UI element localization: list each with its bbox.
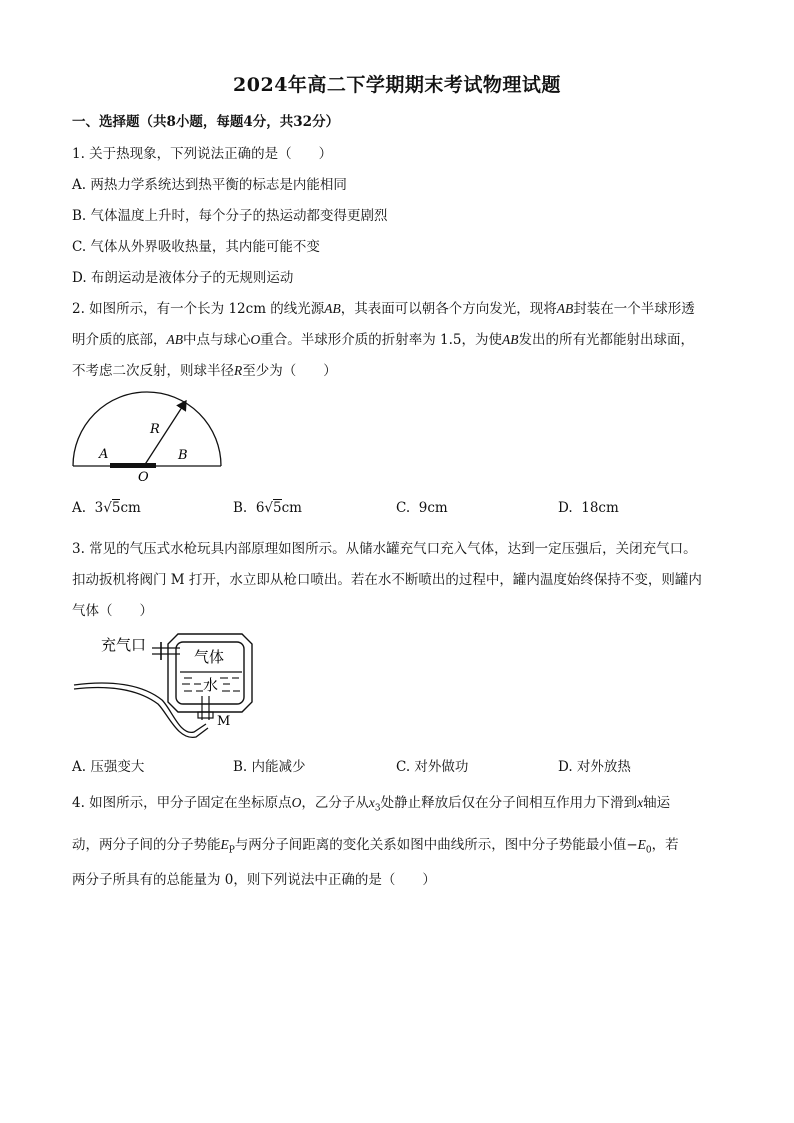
q2-text: ，其表面可以朝各个方向发光，现将 bbox=[340, 301, 557, 317]
q2-text: 中点与球心 bbox=[183, 332, 251, 348]
q1-option-b[interactable]: B. 气体温度上升时，每个分子的热运动都变得更剧烈 bbox=[72, 208, 388, 224]
q4-var-e: E bbox=[220, 837, 229, 852]
q4-text: 4. 如图所示，甲分子固定在坐标原点 bbox=[72, 795, 292, 811]
q3-option-d[interactable]: D. 对外放热 bbox=[558, 759, 631, 775]
q2-text: 2. 如图所示，有一个长为 12cm 的线光源 bbox=[72, 301, 325, 317]
q2-text: 至少为（ ） bbox=[242, 363, 337, 379]
q2-option-c[interactable] bbox=[396, 500, 448, 516]
label-gas: 气体 bbox=[194, 648, 225, 666]
tank-outer bbox=[168, 634, 252, 712]
option-coef: 3 bbox=[94, 500, 104, 516]
q2-text: 重合。半球形介质的折射率为 1.5，为使 bbox=[260, 332, 503, 348]
q4-stem-line1 bbox=[72, 791, 670, 814]
q3-option-c[interactable]: C. 对外做功 bbox=[396, 759, 469, 775]
option-letter: A. bbox=[72, 500, 87, 516]
label-r: R bbox=[150, 422, 160, 437]
hose bbox=[74, 683, 206, 732]
q2-text: 封装在一个半球形透 bbox=[573, 301, 695, 317]
q3-option-b[interactable]: B. 内能减少 bbox=[233, 759, 306, 775]
q2-var-ab: AB bbox=[502, 332, 519, 347]
label-b: B bbox=[178, 448, 188, 463]
q4-text: 与两分子间距离的变化关系如图中曲线所示，图中分子势能最小值 bbox=[234, 837, 627, 853]
option-unit: cm bbox=[120, 500, 141, 516]
q4-sub: P bbox=[228, 845, 235, 856]
q4-var-o: O bbox=[291, 795, 302, 810]
option-text: 9cm bbox=[418, 500, 448, 516]
q4-text: ，乙分子从 bbox=[301, 795, 369, 811]
q4-text: 处静止释放后仅在分子间相互作用力下滑到 bbox=[380, 795, 638, 811]
option-unit: cm bbox=[281, 500, 302, 516]
option-radicand: 5 bbox=[111, 500, 121, 516]
q4-stem-line2 bbox=[72, 833, 679, 856]
q2-option-a[interactable] bbox=[72, 500, 141, 516]
sqrt-icon: √ bbox=[103, 500, 112, 516]
q4-text: 轴运 bbox=[643, 795, 671, 811]
option-letter: C. bbox=[396, 500, 411, 516]
water-gun-diagram bbox=[70, 628, 260, 743]
option-letter: B. bbox=[233, 500, 248, 516]
q2-stem-line2 bbox=[72, 328, 694, 348]
q3-stem-line1: 3. 常见的气压式水枪玩具内部原理如图所示。从储水罐充气口充入气体，达到一定压强后，关闭充气口。 bbox=[72, 541, 697, 557]
q2-var-ab: AB bbox=[556, 301, 574, 316]
option-letter: D. bbox=[558, 500, 573, 516]
q1-option-c[interactable]: C. 气体从外界吸收热量，其内能可能不变 bbox=[72, 239, 320, 255]
q2-var-r: R bbox=[234, 363, 243, 378]
q4-minus: − bbox=[626, 837, 638, 853]
sqrt-icon: √ bbox=[264, 500, 274, 516]
q4-stem-line3: 两分子所具有的总能量为 0，则下列说法中正确的是（ ） bbox=[72, 872, 436, 888]
option-text: 18cm bbox=[581, 500, 619, 516]
label-inlet: 充气口 bbox=[101, 636, 147, 654]
q4-var-x: x bbox=[637, 795, 644, 810]
q4-text: ，若 bbox=[651, 837, 679, 853]
q2-stem-line3 bbox=[72, 359, 337, 379]
q2-text: 发出的所有光都能射出球面， bbox=[518, 332, 695, 348]
q2-option-d[interactable] bbox=[558, 500, 619, 516]
label-water: 水 bbox=[203, 676, 219, 694]
q4-var-x: x bbox=[368, 795, 375, 810]
q4-sub: 3 bbox=[374, 803, 381, 814]
q4-var-e: E bbox=[637, 837, 646, 852]
q1-option-a[interactable]: A. 两热力学系统达到热平衡的标志是内能相同 bbox=[72, 177, 347, 193]
q4-text: 动，两分子间的分子势能 bbox=[72, 837, 221, 853]
label-valve: M bbox=[217, 714, 231, 729]
q2-var-o: O bbox=[250, 332, 261, 347]
page-title: 2024年高二下学期期末考试物理试题 bbox=[233, 74, 561, 96]
option-radicand: 5 bbox=[273, 500, 282, 516]
section-heading: 一、选择题（共8小题，每题4分，共32分） bbox=[72, 114, 340, 130]
q2-text: 不考虑二次反射，则球半径 bbox=[72, 363, 234, 379]
q3-option-a[interactable]: A. 压强变大 bbox=[72, 759, 145, 775]
valve-m bbox=[198, 712, 213, 718]
light-source-ab bbox=[110, 463, 156, 468]
q4-sub: 0 bbox=[645, 845, 652, 856]
option-coef: 6 bbox=[255, 500, 265, 516]
q1-option-d[interactable]: D. 布朗运动是液体分子的无规则运动 bbox=[72, 270, 294, 286]
q2-var-ab: AB bbox=[324, 301, 341, 316]
q3-stem-line3: 气体（ ） bbox=[72, 603, 153, 619]
hemisphere-diagram bbox=[66, 390, 231, 485]
q2-stem-line1 bbox=[72, 297, 695, 317]
label-o: O bbox=[138, 470, 149, 485]
q3-stem-line2: 扣动扳机将阀门 M 打开，水立即从枪口喷出。若在水不断喷出的过程中，罐内温度始终保持不变，则罐内 bbox=[72, 572, 702, 588]
label-a: A bbox=[99, 447, 109, 462]
q2-var-ab: AB bbox=[166, 332, 183, 347]
q1-stem: 1. 关于热现象，下列说法正确的是（ ） bbox=[72, 146, 333, 162]
q2-option-b[interactable] bbox=[233, 500, 302, 516]
q2-text: 明介质的底部， bbox=[72, 332, 167, 348]
hemisphere-arc bbox=[73, 392, 221, 466]
